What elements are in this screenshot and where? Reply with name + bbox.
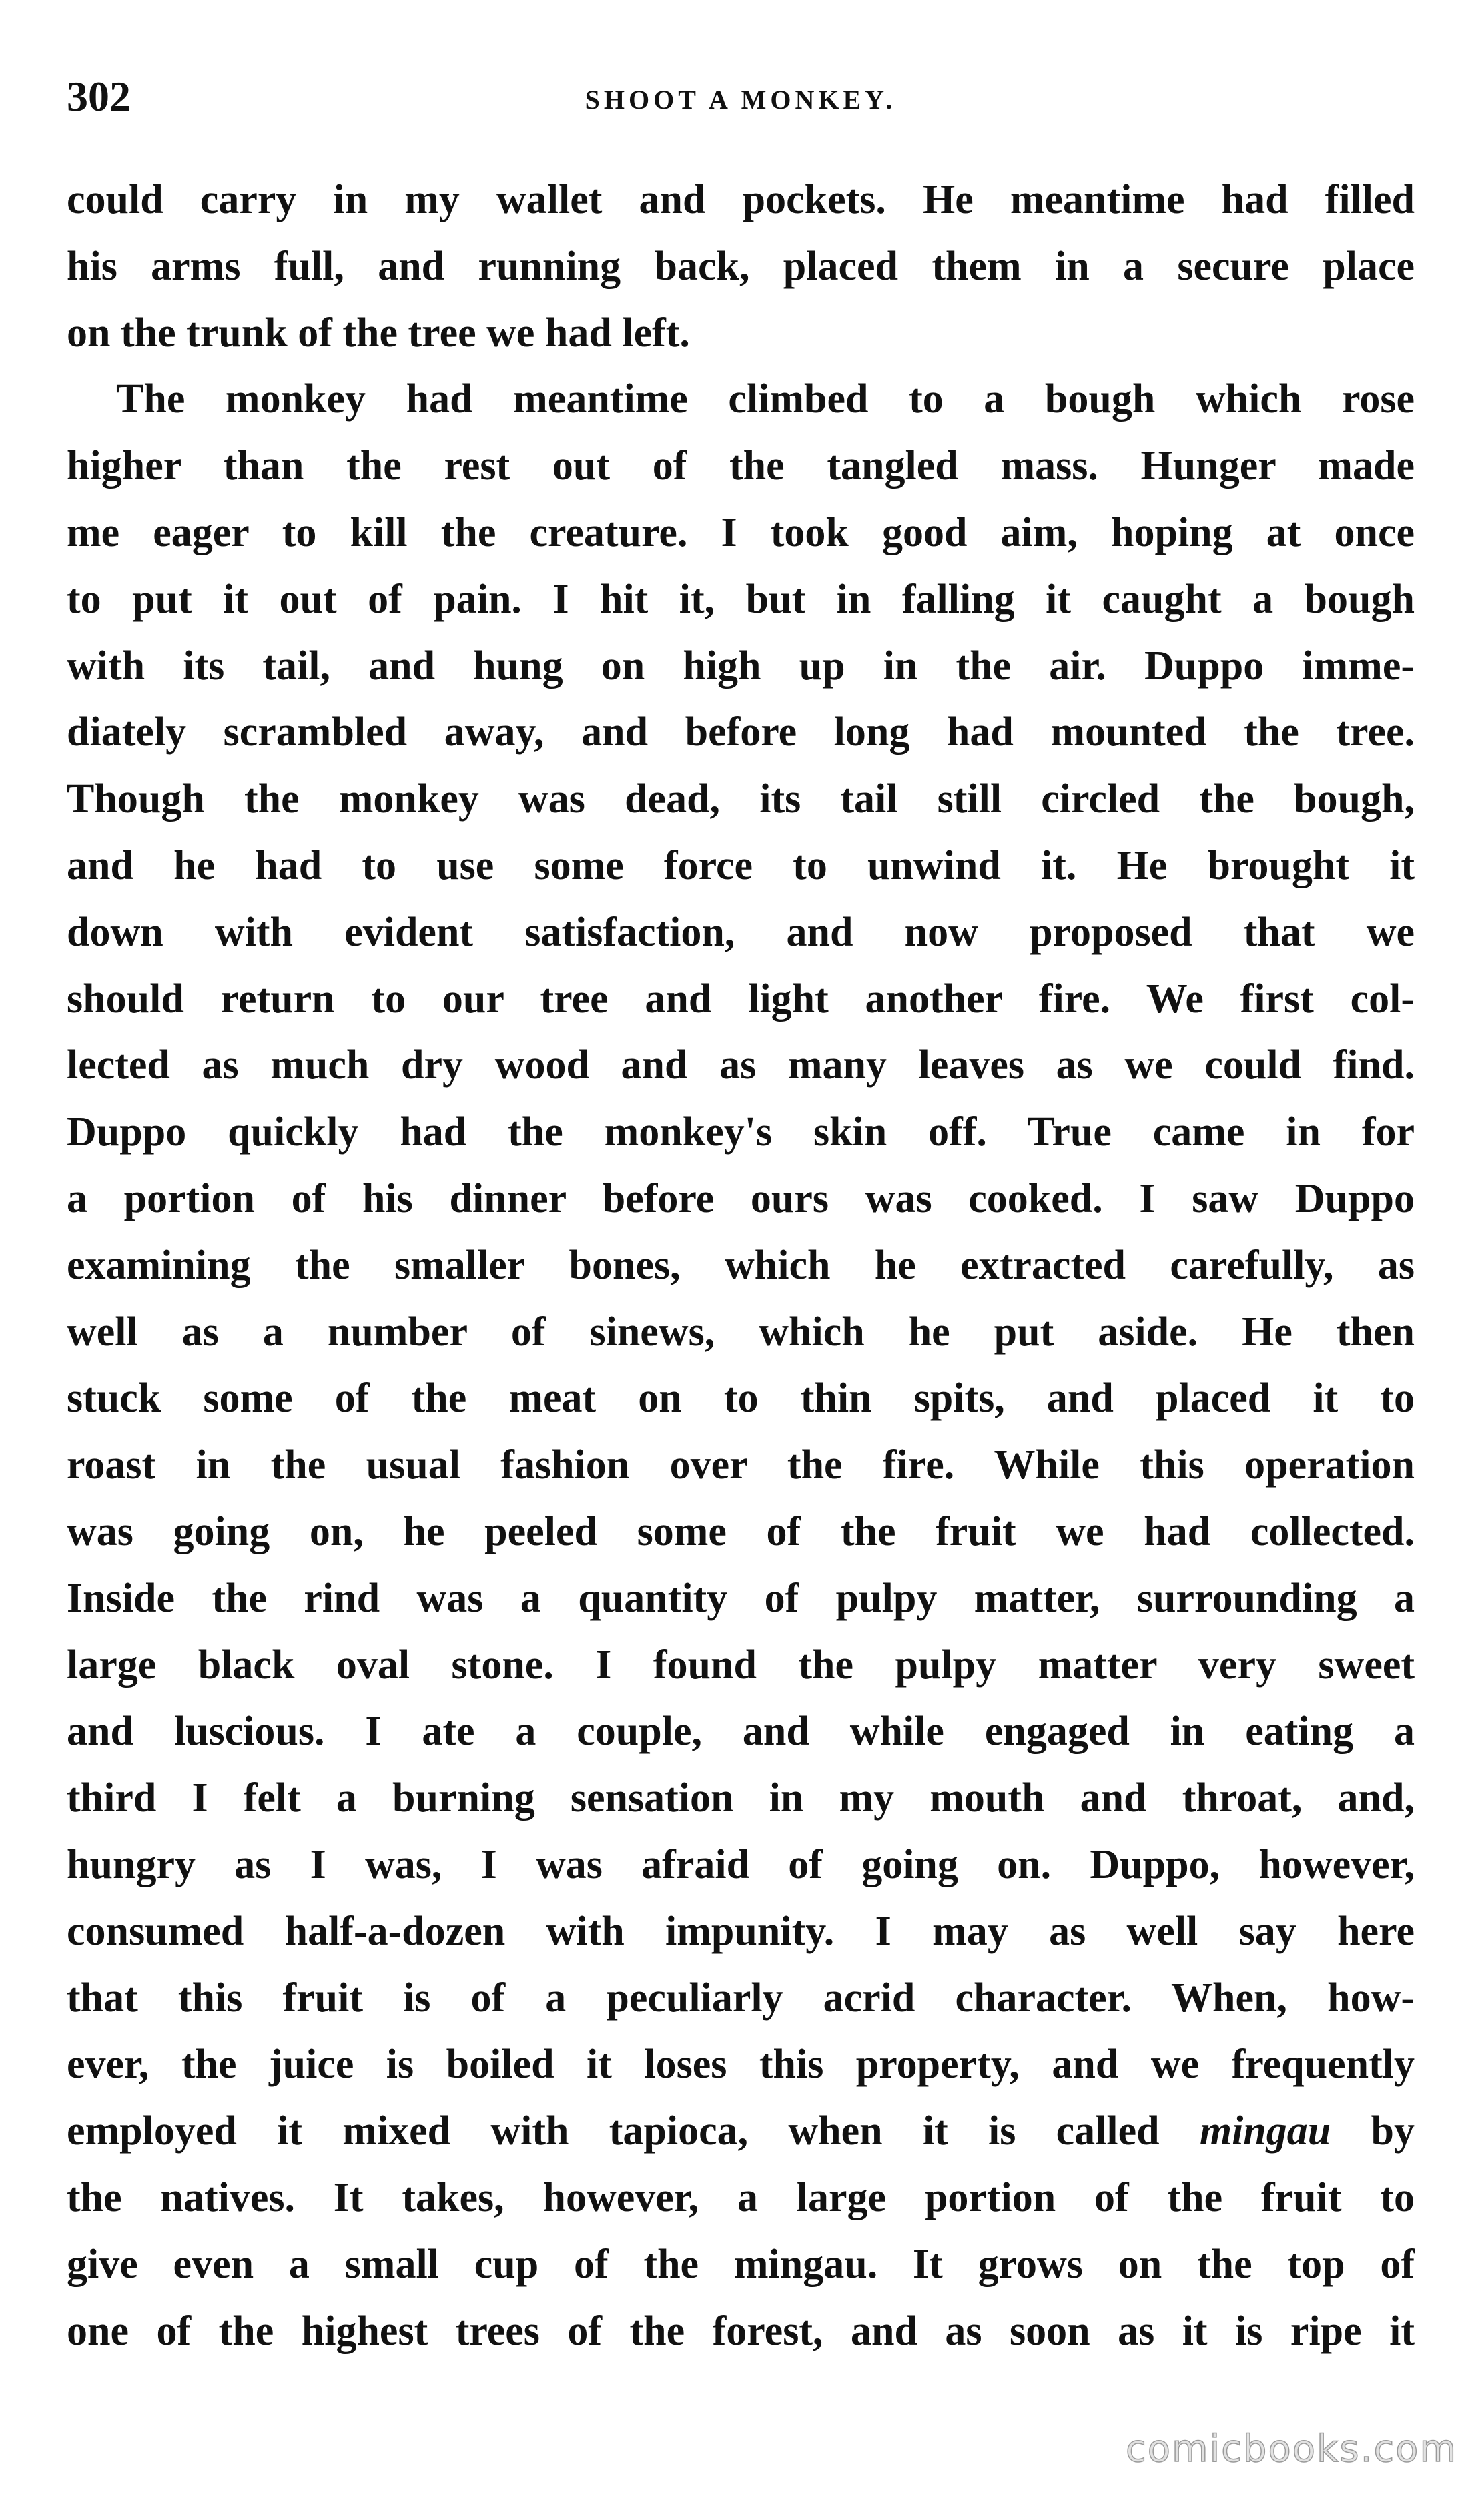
text-line: to put it out of pain. I hit it, but in falling it caught a bough	[67, 576, 1415, 622]
text-line-with-italic	[67, 2098, 1415, 2165]
text-line: his arms full, and running back, placed them in a secure place	[67, 243, 1415, 289]
text-line: with its tail, and hung on high up in the air. Duppo imme-	[67, 643, 1415, 689]
text-line: Duppo quickly had the monkey's skin off. True came in for	[67, 1109, 1415, 1155]
text-line: a portion of his dinner before ours was cooked. I saw Duppo	[67, 1175, 1415, 1221]
text-line: should return to our tree and light another fire. We first col-	[67, 976, 1415, 1022]
text-line: third I felt a burning sensation in my mouth and throat, and,	[67, 1775, 1415, 1821]
text-line: hungry as I was, I was afraid of going on. Duppo, however,	[67, 1841, 1415, 1887]
text-line: could carry in my wallet and pockets. He meantime had filled	[67, 177, 1415, 222]
text-line: lected as much dry wood and as many leaves as we could find.	[67, 1042, 1415, 1088]
text-line: one of the highest trees of the forest, and as soon as it is ripe it	[67, 2308, 1415, 2354]
text-line: Though the monkey was dead, its tail still circled the bough,	[67, 776, 1415, 822]
text-segment: employed it mixed with tapioca, when it is called	[67, 2108, 1160, 2154]
watermark: comicbooks.com	[1125, 2427, 1457, 2471]
page-number: 302	[67, 73, 131, 120]
text-segment: by	[1371, 2108, 1415, 2154]
text-line: and he had to use some force to unwind it. He brought it	[67, 842, 1415, 888]
text-line: consumed half-a-dozen with impunity. I may as well say here	[67, 1908, 1415, 1954]
text-line: higher than the rest out of the tangled mass. Hunger made	[67, 443, 1415, 489]
italic-word: mingau	[1199, 2108, 1331, 2154]
text-line: ever, the juice is boiled it loses this property, and we frequently	[67, 2042, 1415, 2088]
text-line: roast in the usual fashion over the fire. While this operation	[67, 1442, 1415, 1488]
text-line: well as a number of sinews, which he put aside. He then	[67, 1309, 1415, 1355]
text-line: diately scrambled away, and before long had mounted the tree.	[67, 709, 1415, 755]
body-text	[67, 167, 1415, 2365]
text-line: large black oval stone. I found the pulpy matter very sweet	[67, 1642, 1415, 1688]
text-line: on the trunk of the tree we had left.	[67, 310, 690, 356]
text-line: me eager to kill the creature. I took good aim, hoping at once	[67, 509, 1415, 555]
text-line: give even a small cup of the mingau. It grows on the top of	[67, 2241, 1415, 2287]
text-line: The monkey had meantime climbed to a bough which rose	[116, 376, 1415, 422]
text-line: the natives. It takes, however, a large portion of the fruit to	[67, 2174, 1415, 2220]
running-head: SHOOT A MONKEY.	[585, 85, 897, 115]
text-line: Inside the rind was a quantity of pulpy matter, surrounding a	[67, 1575, 1415, 1621]
text-line: that this fruit is of a peculiarly acrid character. When, how-	[67, 1975, 1415, 2021]
page-header	[67, 70, 1415, 123]
text-line: was going on, he peeled some of the fruit we had collected.	[67, 1508, 1415, 1554]
text-line: examining the smaller bones, which he extracted carefully, as	[67, 1242, 1415, 1288]
text-line: down with evident satisfaction, and now proposed that we	[67, 909, 1415, 955]
text-line: stuck some of the meat on to thin spits, and placed it to	[67, 1375, 1415, 1422]
text-line: and luscious. I ate a couple, and while engaged in eating a	[67, 1708, 1415, 1755]
